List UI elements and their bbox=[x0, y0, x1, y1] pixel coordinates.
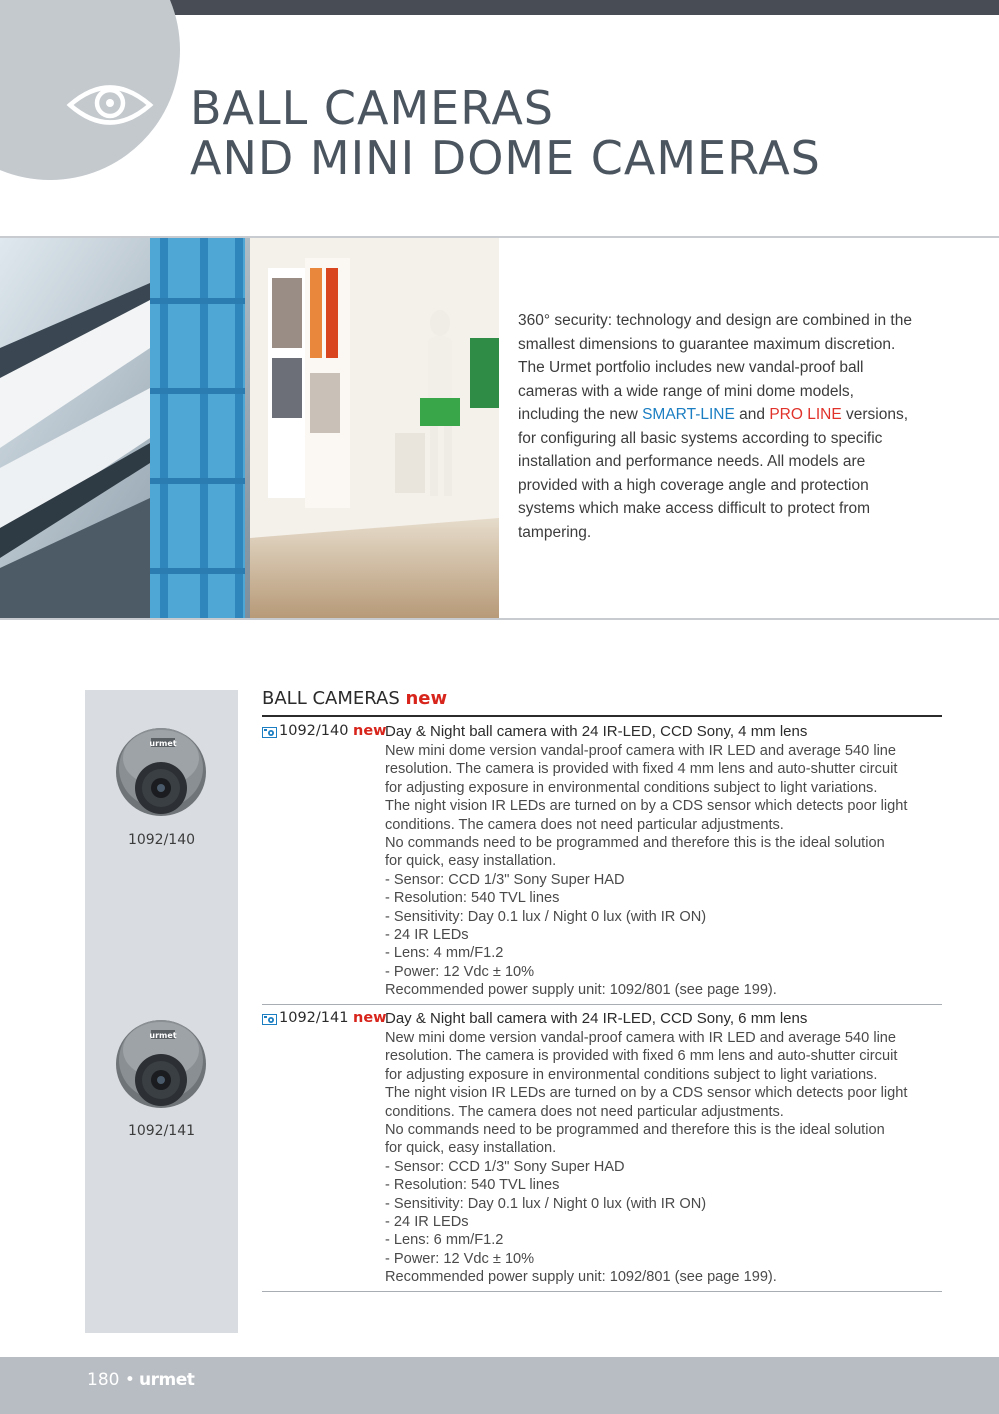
new-badge: new bbox=[353, 723, 387, 739]
intro-text-mid: and bbox=[734, 406, 770, 423]
section-heading bbox=[262, 688, 447, 709]
intro-text-before: 360° security: technology and design are combined in the smallest dimensions to guarantee maximum discretion. The Urmet portfolio includes new vandal-proof ball cameras with a wide range of mini dome models, including the new bbox=[518, 312, 912, 423]
spec-line: - Power: 12 Vdc ± 10% bbox=[385, 1250, 535, 1267]
product-header bbox=[262, 1010, 942, 1028]
spec-line: - Resolution: 540 TVL lines bbox=[385, 890, 560, 907]
camera-image-1092-140 bbox=[111, 720, 211, 820]
product-title: Day & Night ball camera with 24 IR-LED, CCD Sony, 4 mm lens bbox=[385, 723, 808, 740]
section-new-badge: new bbox=[405, 688, 448, 709]
spec-line: - Sensitivity: Day 0.1 lux / Night 0 lux (with IR ON) bbox=[385, 1195, 707, 1212]
eye-icon bbox=[66, 78, 154, 132]
intro-paragraph bbox=[518, 309, 918, 544]
page-title-line-1: BALL CAMERAS bbox=[190, 81, 555, 135]
spec-line: - Sensor: CCD 1/3" Sony Super HAD bbox=[385, 871, 625, 888]
camera-brand-label: urmet bbox=[149, 1031, 177, 1040]
description-line: for adjusting exposure in environmental conditions subject to light variations. bbox=[385, 1066, 878, 1083]
smart-line-highlight: SMART-LINE bbox=[642, 406, 735, 423]
camera-image-1092-141 bbox=[111, 1012, 211, 1112]
description-line: The night vision IR LEDs are turned on by a CDS sensor which detects poor light bbox=[385, 1085, 908, 1102]
camera-brand-label: urmet bbox=[149, 739, 177, 748]
spec-line: - 24 IR LEDs bbox=[385, 927, 469, 944]
product-divider bbox=[262, 1291, 942, 1292]
description-line: for quick, easy installation. bbox=[385, 1140, 557, 1157]
description-line: conditions. The camera does not need particular adjustments. bbox=[385, 816, 784, 833]
product-description bbox=[385, 1029, 945, 1287]
product-description bbox=[385, 742, 945, 1000]
page-number: 180 • bbox=[87, 1370, 135, 1390]
power-supply-note: Recommended power supply unit: 1092/801 (see page 199). bbox=[385, 982, 777, 999]
description-line: No commands need to be programmed and therefore this is the ideal solution bbox=[385, 1122, 885, 1139]
product-code: 1092/140 bbox=[279, 723, 349, 739]
spec-line: - Power: 12 Vdc ± 10% bbox=[385, 963, 535, 980]
spec-line: - Sensitivity: Day 0.1 lux / Night 0 lux (with IR ON) bbox=[385, 908, 707, 925]
page-title-line-2: AND MINI DOME CAMERAS bbox=[190, 131, 821, 185]
description-line: for quick, easy installation. bbox=[385, 853, 557, 870]
description-line: No commands need to be programmed and therefore this is the ideal solution bbox=[385, 835, 885, 852]
spec-line: - Sensor: CCD 1/3" Sony Super HAD bbox=[385, 1158, 625, 1175]
urmet-logo: urmet bbox=[139, 1370, 195, 1390]
description-line: for adjusting exposure in environmental conditions subject to light variations. bbox=[385, 779, 878, 796]
description-line: New mini dome version vandal-proof camera with IR LED and average 540 line bbox=[385, 1030, 897, 1046]
camera-caption: 1092/140 bbox=[127, 832, 196, 848]
camera-icon bbox=[262, 727, 277, 738]
description-line: New mini dome version vandal-proof camera with IR LED and average 540 line bbox=[385, 743, 897, 759]
description-line: resolution. The camera is provided with fixed 6 mm lens and auto-shutter circuit bbox=[385, 1048, 898, 1065]
intro-divider bbox=[0, 618, 999, 620]
product-code: 1092/141 bbox=[279, 1010, 349, 1026]
spec-line: - Lens: 4 mm/F1.2 bbox=[385, 945, 504, 962]
product-title: Day & Night ball camera with 24 IR-LED, CCD Sony, 6 mm lens bbox=[385, 1010, 808, 1027]
section-divider bbox=[262, 715, 942, 717]
spec-line: - Resolution: 540 TVL lines bbox=[385, 1177, 560, 1194]
pro-line-highlight: PRO LINE bbox=[769, 406, 842, 423]
spec-line: - 24 IR LEDs bbox=[385, 1214, 469, 1231]
camera-icon bbox=[262, 1014, 277, 1025]
intro-text-after: versions, for configuring all basic systems according to specific installation and performance needs. All models are provided with a high coverage angle and protection systems which make access difficult to protect from tampering. bbox=[518, 406, 909, 541]
mall-photo bbox=[0, 238, 499, 618]
power-supply-note: Recommended power supply unit: 1092/801 (see page 199). bbox=[385, 1269, 777, 1286]
description-line: resolution. The camera is provided with fixed 4 mm lens and auto-shutter circuit bbox=[385, 761, 898, 778]
new-badge: new bbox=[353, 1010, 387, 1026]
section-title-text: BALL CAMERAS bbox=[262, 688, 400, 709]
spec-line: - Lens: 6 mm/F1.2 bbox=[385, 1232, 504, 1249]
description-line: The night vision IR LEDs are turned on by a CDS sensor which detects poor light bbox=[385, 798, 908, 815]
product-divider bbox=[262, 1004, 942, 1005]
description-line: conditions. The camera does not need particular adjustments. bbox=[385, 1103, 784, 1120]
product-header bbox=[262, 723, 942, 741]
camera-caption: 1092/141 bbox=[127, 1123, 196, 1139]
